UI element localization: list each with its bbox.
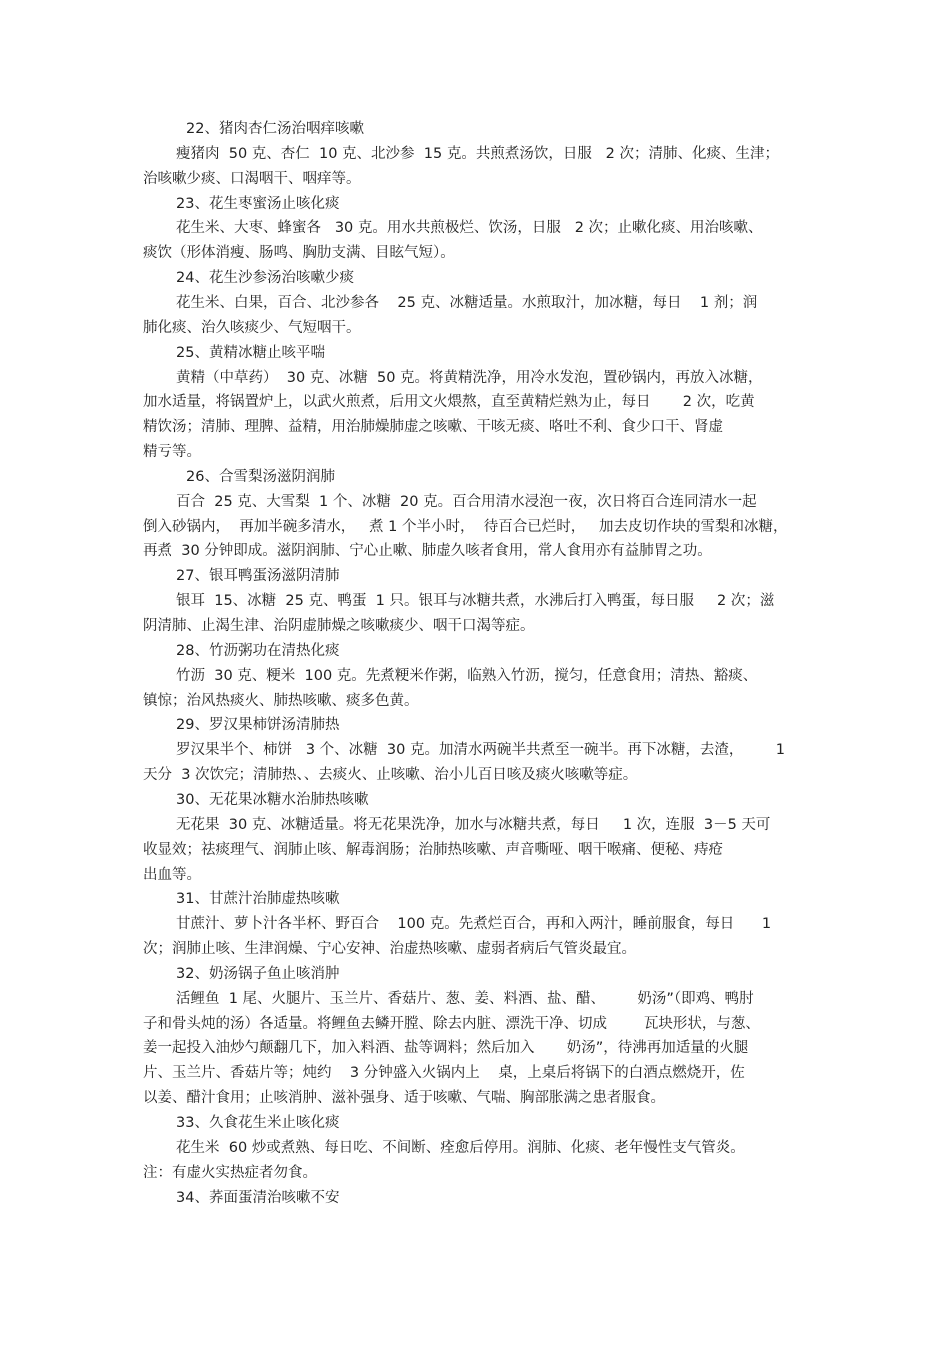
body-text-line: 阴清肺、止渴生津、治阴虚肺燥之咳嗽痰少、咽干口渴等症。: [143, 618, 535, 634]
section-heading: 22、猪肉杏仁汤治咽痒咳嗽: [186, 121, 364, 137]
body-text-line: 子和骨头炖的汤）各适量。将鲤鱼去鳞开膛、除去内脏、漂洗干净、切成 瓦块形状，与葱、: [143, 1016, 760, 1032]
section-heading: 25、黄精冰糖止咳平喘: [176, 345, 325, 361]
body-text-line: 加水适量，将锅置炉上，以武火煎煮，后用文火煨熬，直至黄精烂熟为止，每日 2 次，吃黄: [143, 394, 755, 410]
body-text-line: 镇惊；治风热痰火、肺热咳嗽、痰多色黄。: [143, 693, 419, 709]
body-text-line: 天分 3 次饮完；清肺热、、去痰火、止咳嗽、治小儿百日咳及痰火咳嗽等症。: [143, 767, 638, 783]
body-text-line: 次；润肺止咳、生津润燥、宁心安神、治虚热咳嗽、虚弱者病后气管炎最宜。: [143, 941, 636, 957]
section-heading: 29、罗汉果柿饼汤清肺热: [176, 717, 340, 733]
body-text-line: 精亏等。: [143, 444, 201, 460]
section-heading: 32、奶汤锅子鱼止咳消肿: [176, 966, 340, 982]
body-text-line: 以姜、醋汁食用；止咳消肿、滋补强身、适于咳嗽、气喘、胸部胀满之患者服食。: [143, 1090, 665, 1106]
body-text-line: 瘦猪肉 50 克、杏仁 10 克、北沙参 15 克。共煎煮汤饮，日服 2 次；清肺、化痰、生津；: [176, 146, 779, 162]
body-text-line: 百合 25 克、大雪梨 1 个、冰糖 20 克。百合用清水浸泡一夜，次日将百合连同清水一起: [176, 494, 757, 510]
body-text-line: 无花果 30 克、冰糖适量。将无花果洗净，加水与冰糖共煮，每日 1 次，连服 3－5 天可: [176, 817, 771, 833]
body-text-line: 花生米 60 炒或煮熟、每日吃、不间断、痊愈后停用。润肺、化痰、老年慢性支气管炎。: [176, 1140, 745, 1156]
section-heading: 27、银耳鸭蛋汤滋阴清肺: [176, 568, 340, 584]
section-heading: 31、甘蔗汁治肺虚热咳嗽: [176, 891, 340, 907]
body-text-line: 罗汉果半个、柿饼 3 个、冰糖 30 克。加清水两碗半共煮至一碗半。再下冰糖，去渣， 1: [176, 742, 785, 758]
body-text-line: 黄精（中草药） 30 克、冰糖 50 克。将黄精洗净，用冷水发泡，置砂锅内，再放入冰糖，: [176, 370, 763, 386]
section-heading: 26、合雪梨汤滋阴润肺: [186, 469, 335, 485]
section-heading: 34、荞面蛋清治咳嗽不安: [176, 1190, 340, 1206]
section-heading: 24、花生沙参汤治咳嗽少痰: [176, 270, 354, 286]
section-heading: 33、久食花生米止咳化痰: [176, 1115, 340, 1131]
body-text-line: 治咳嗽少痰、口渴咽干、咽痒等。: [143, 171, 361, 187]
body-text-line: 银耳 15、冰糖 25 克、鸭蛋 1 只。银耳与冰糖共煮，水沸后打入鸭蛋，每日服 2 次；滋: [176, 593, 775, 609]
body-text-line: 花生米、白果，百合、北沙参各 25 克、冰糖适量。水煎取汁，加冰糖，每日 1 剂；润: [176, 295, 758, 311]
body-text-line: 甘蔗汁、萝卜汁各半杯、野百合 100 克。先煮烂百合，再和入两汁，睡前服食，每日 1: [176, 916, 772, 932]
section-heading: 28、竹沥粥功在清热化痰: [176, 643, 340, 659]
section-heading: 30、无花果冰糖水治肺热咳嗽: [176, 792, 369, 808]
body-text-line: 姜一起投入油炒勺颠翻几下，加入料酒、盐等调料；然后加入 奶汤”，待沸再加适量的火腿: [143, 1040, 749, 1056]
section-heading: 23、花生枣蜜汤止咳化痰: [176, 196, 340, 212]
body-text-line: 出血等。: [143, 867, 201, 883]
body-text-line: 痰饮（形体消瘦、肠鸣、胸肋支满、目眩气短）。: [143, 245, 455, 261]
body-text-line: 注：有虚火实热症者勿食。: [143, 1165, 317, 1181]
body-text-line: 再煮 30 分钟即成。滋阴润肺、宁心止嗽、肺虚久咳者食用，常人食用亦有益肺胃之功。: [143, 543, 712, 559]
body-text-line: 精饮汤；清肺、理脾、益精，用治肺燥肺虚之咳嗽、干咳无痰、咯吐不利、食少口干、肾虚: [143, 419, 723, 435]
body-text-line: 花生米、大枣、蜂蜜各 30 克。用水共煎极烂、饮汤，日服 2 次；止嗽化痰、用治咳嗽、: [176, 220, 763, 236]
body-text-line: 收显效；祛痰理气、润肺止咳、解毒润肠；治肺热咳嗽、声音嘶哑、咽干喉痛、便秘、痔疮: [143, 842, 723, 858]
body-text-line: 倒入砂锅内， 再加半碗多清水， 煮 1 个半小时， 待百合已烂时， 加去皮切作块的雪梨和冰糖，: [143, 519, 788, 535]
body-text-line: 活鲤鱼 1 尾、火腿片、玉兰片、香菇片、葱、姜、料酒、盐、醋、 奶汤”（即鸡、鸭肘: [176, 991, 754, 1007]
body-text-line: 片、玉兰片、香菇片等；炖约 3 分钟盛入火锅内上 桌，上桌后将锅下的白酒点燃烧开，佐: [143, 1065, 745, 1081]
body-text-line: 竹沥 30 克、粳米 100 克。先煮粳米作粥，临熟入竹沥，搅匀，任意食用；清热、豁痰、: [176, 668, 758, 684]
body-text-line: 肺化痰、治久咳痰少、气短咽干。: [143, 320, 361, 336]
